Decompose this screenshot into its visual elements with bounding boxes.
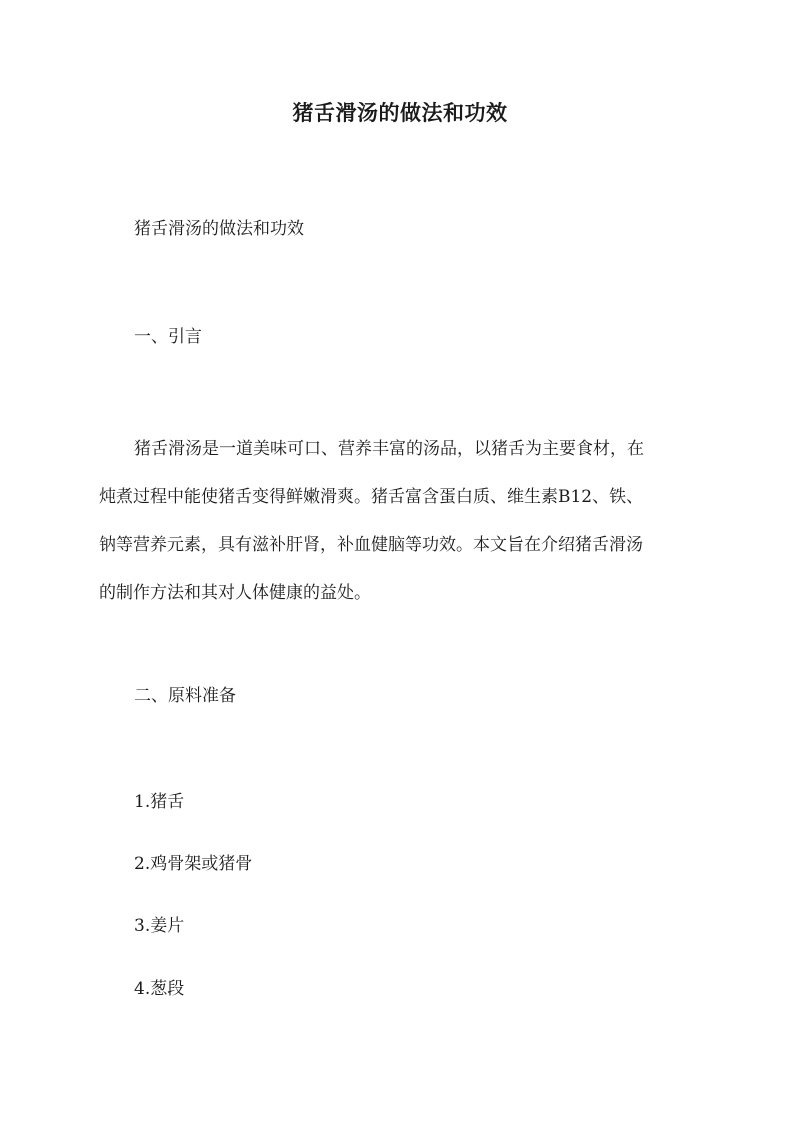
- intro-paragraph: [99, 425, 705, 617]
- ingredient-item: 3.姜片: [134, 916, 185, 936]
- section-heading-intro: 一、引言: [134, 327, 202, 347]
- section-heading-ingredients: 二、原料准备: [134, 686, 236, 706]
- document-title: 猪舌滑汤的做法和功效: [292, 100, 508, 125]
- intro-line: 猪舌滑汤是一道美味可口、营养丰富的汤品，以猪舌为主要食材，在: [134, 439, 644, 459]
- intro-line: 钠等营养元素，具有滋补肝肾，补血健脑等功效。本文旨在介绍猪舌滑汤: [99, 535, 643, 555]
- ingredient-item: 1.猪舌: [134, 792, 185, 812]
- document-subtitle: 猪舌滑汤的做法和功效: [134, 219, 304, 239]
- ingredient-item: 2.鸡骨架或猪骨: [134, 854, 253, 874]
- intro-line: 的制作方法和其对人体健康的益处。: [99, 583, 371, 603]
- intro-line: 炖煮过程中能使猪舌变得鲜嫩滑爽。猪舌富含蛋白质、维生素B12、铁、: [99, 487, 644, 507]
- ingredient-item: 4.葱段: [134, 979, 185, 999]
